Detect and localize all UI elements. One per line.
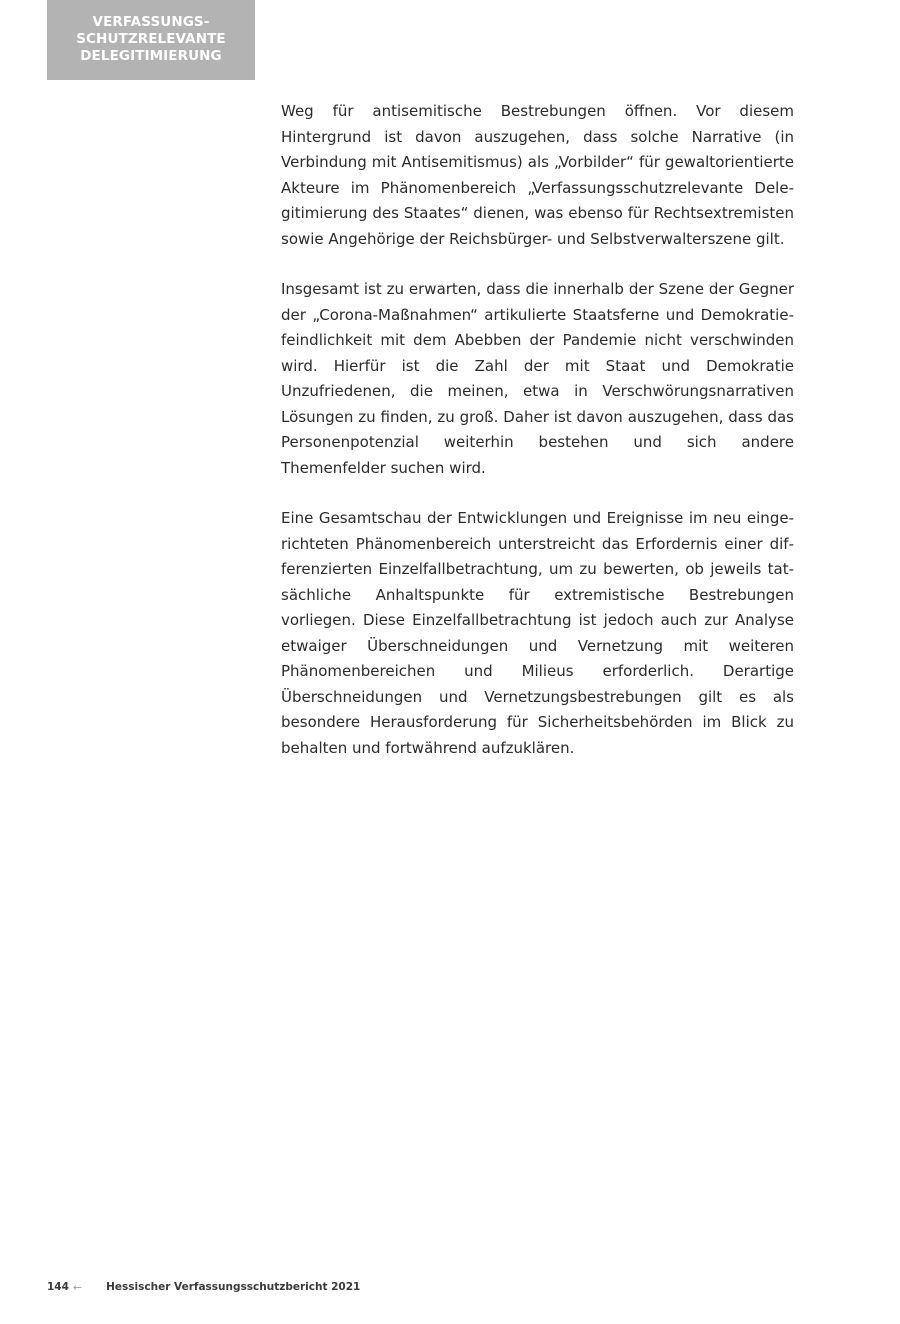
paragraph-1: Weg für antisemitische Bestrebungen öffnen. Vor diesem Hintergrund ist davon auszugehen, dass solche Narrative (in Verbindung mit Antisemitismus) als „Vorbilder“ für gewaltorientierte Akteure im Phänomenbereich „Verfassungsschutzrelevante Delegitimierung des Staates“ dienen, was ebenso für Rechtsextremisten sowie Angehörige der Reichsbürger- und Selbstverwalterszene gilt. <box>281 102 794 248</box>
document-title: Hessischer Verfassungsschutzbericht 2021 <box>106 1281 361 1293</box>
page-number: 144 <box>47 1281 69 1293</box>
section-tab-line-1: VERFASSUNGS- <box>92 14 210 30</box>
section-tab <box>47 0 255 80</box>
body-text <box>281 99 794 786</box>
section-tab-line-3: DELEGITIMIERUNG <box>80 48 222 64</box>
paragraph-2: Insgesamt ist zu erwarten, dass die innerhalb der Szene der Gegner der „Corona-Maßnahmen“ artikulierte Staatsferne und Demokratiefeindlichkeit mit dem Abebben der Pandemie nicht verschwinden wird. Hierfür ist die Zahl der mit Staat und Demokratie Unzufriedenen, die meinen, etwa in Verschwörungsnarrativen Lösungen zu finden, zu groß. Daher ist davon auszugehen, dass das Personenpotenzial weiterhin bestehen und sich andere Themenfelder suchen wird. <box>281 280 794 477</box>
paragraph-3: Eine Gesamtschau der Entwicklungen und Ereignisse im neu eingerichteten Phänomenbereich unterstreicht das Erfordernis einer differenzierten Einzelfallbetrachtung, um zu bewerten, ob jeweils tatsächliche Anhaltspunkte für extremistische Bestrebungen vorliegen. Diese Einzelfallbetrachtung ist jedoch auch zur Analyse etwaiger Überschneidungen und Vernetzung mit weiteren Phänomenbereichen und Milieus erforderlich. Derartige Überschneidungen und Vernetzungsbestrebungen gilt es als besondere Herausforderung für Sicherheitsbehörden im Blick zu behalten und fortwährend aufzuklären. <box>281 509 794 757</box>
section-tab-line-2: SCHUTZRELEVANTE <box>76 31 226 47</box>
page-footer <box>47 1279 360 1295</box>
arrow-left-icon[interactable]: ← <box>72 1280 83 1294</box>
